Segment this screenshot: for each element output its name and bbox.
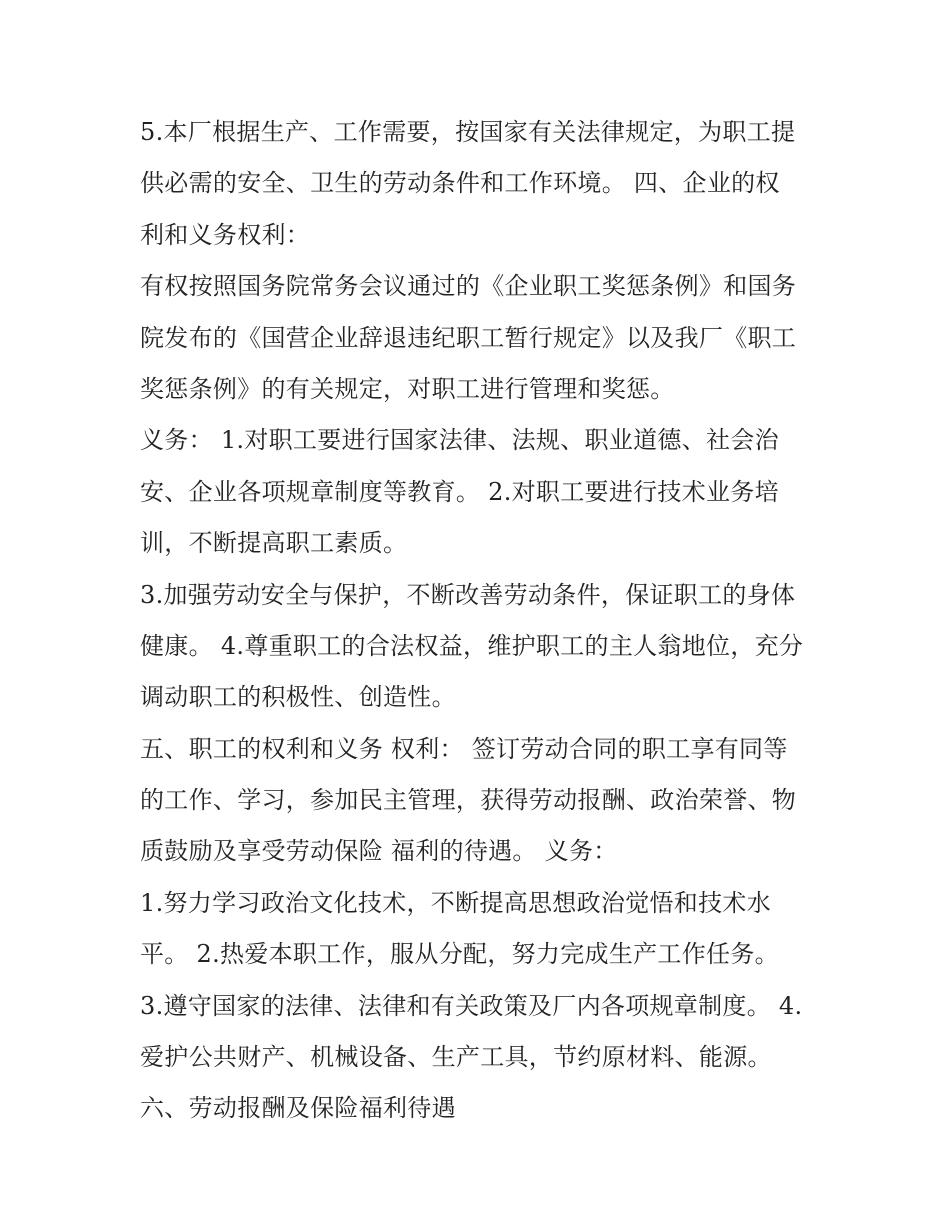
text-line: 健康。 4.尊重职工的合法权益，维护职工的主人翁地位，充分 (140, 631, 804, 660)
text-line: 爱护公共财产、机械设备、生产工具，节约原材料、能源。 (140, 1043, 772, 1072)
text-line: 5.本厂根据生产、工作需要，按国家有关法律规定，为职工提 (140, 118, 796, 146)
document-body (140, 112, 820, 1140)
text-line: 1.努力学习政治文化技术，不断提高思想政治觉悟和技术水 (140, 888, 771, 917)
text-line: 质鼓励及享受劳动保险 福利的待遇。 义务： (140, 837, 618, 866)
text-line: 利和义务权利： (140, 220, 311, 249)
text-line: 六、劳动报酬及保险福利待遇 (140, 1094, 456, 1123)
text-line: 3.遵守国家的法律、法律和有关政策及厂内各项规章制度。 4. (140, 991, 803, 1020)
text-line: 奖惩条例》的有关规定，对职工进行管理和奖惩。 (140, 374, 675, 403)
text-line: 安、企业各项规章制度等教育。 2.对职工要进行技术业务培 (140, 477, 779, 506)
text-line: 调动职工的积极性、创造性。 (140, 683, 456, 712)
text-line: 3.加强劳动安全与保护，不断改善劳动条件，保证职工的身体 (140, 580, 796, 609)
text-line: 平。 2.热爱本职工作，服从分配，努力完成生产工作任务。 (140, 940, 779, 969)
text-line: 五、职工的权利和义务 权利： 签订劳动合同的职工享有同等 (140, 734, 788, 763)
text-line: 有权按照国务院常务会议通过的《企业职工奖惩条例》和国务 (140, 272, 797, 301)
text-line: 的工作、学习，参加民主管理，获得劳动报酬、政治荣誉、物 (140, 786, 797, 815)
text-line: 训，不断提高职工素质。 (140, 529, 408, 558)
text-line: 义务： 1.对职工要进行国家法律、法规、职业道德、社会治 (140, 426, 779, 455)
text-line: 供必需的安全、卫生的劳动条件和工作环境。 四、企业的权 (140, 169, 780, 198)
text-line: 院发布的《国营企业辞退违纪职工暂行规定》以及我厂《职工 (140, 323, 797, 352)
